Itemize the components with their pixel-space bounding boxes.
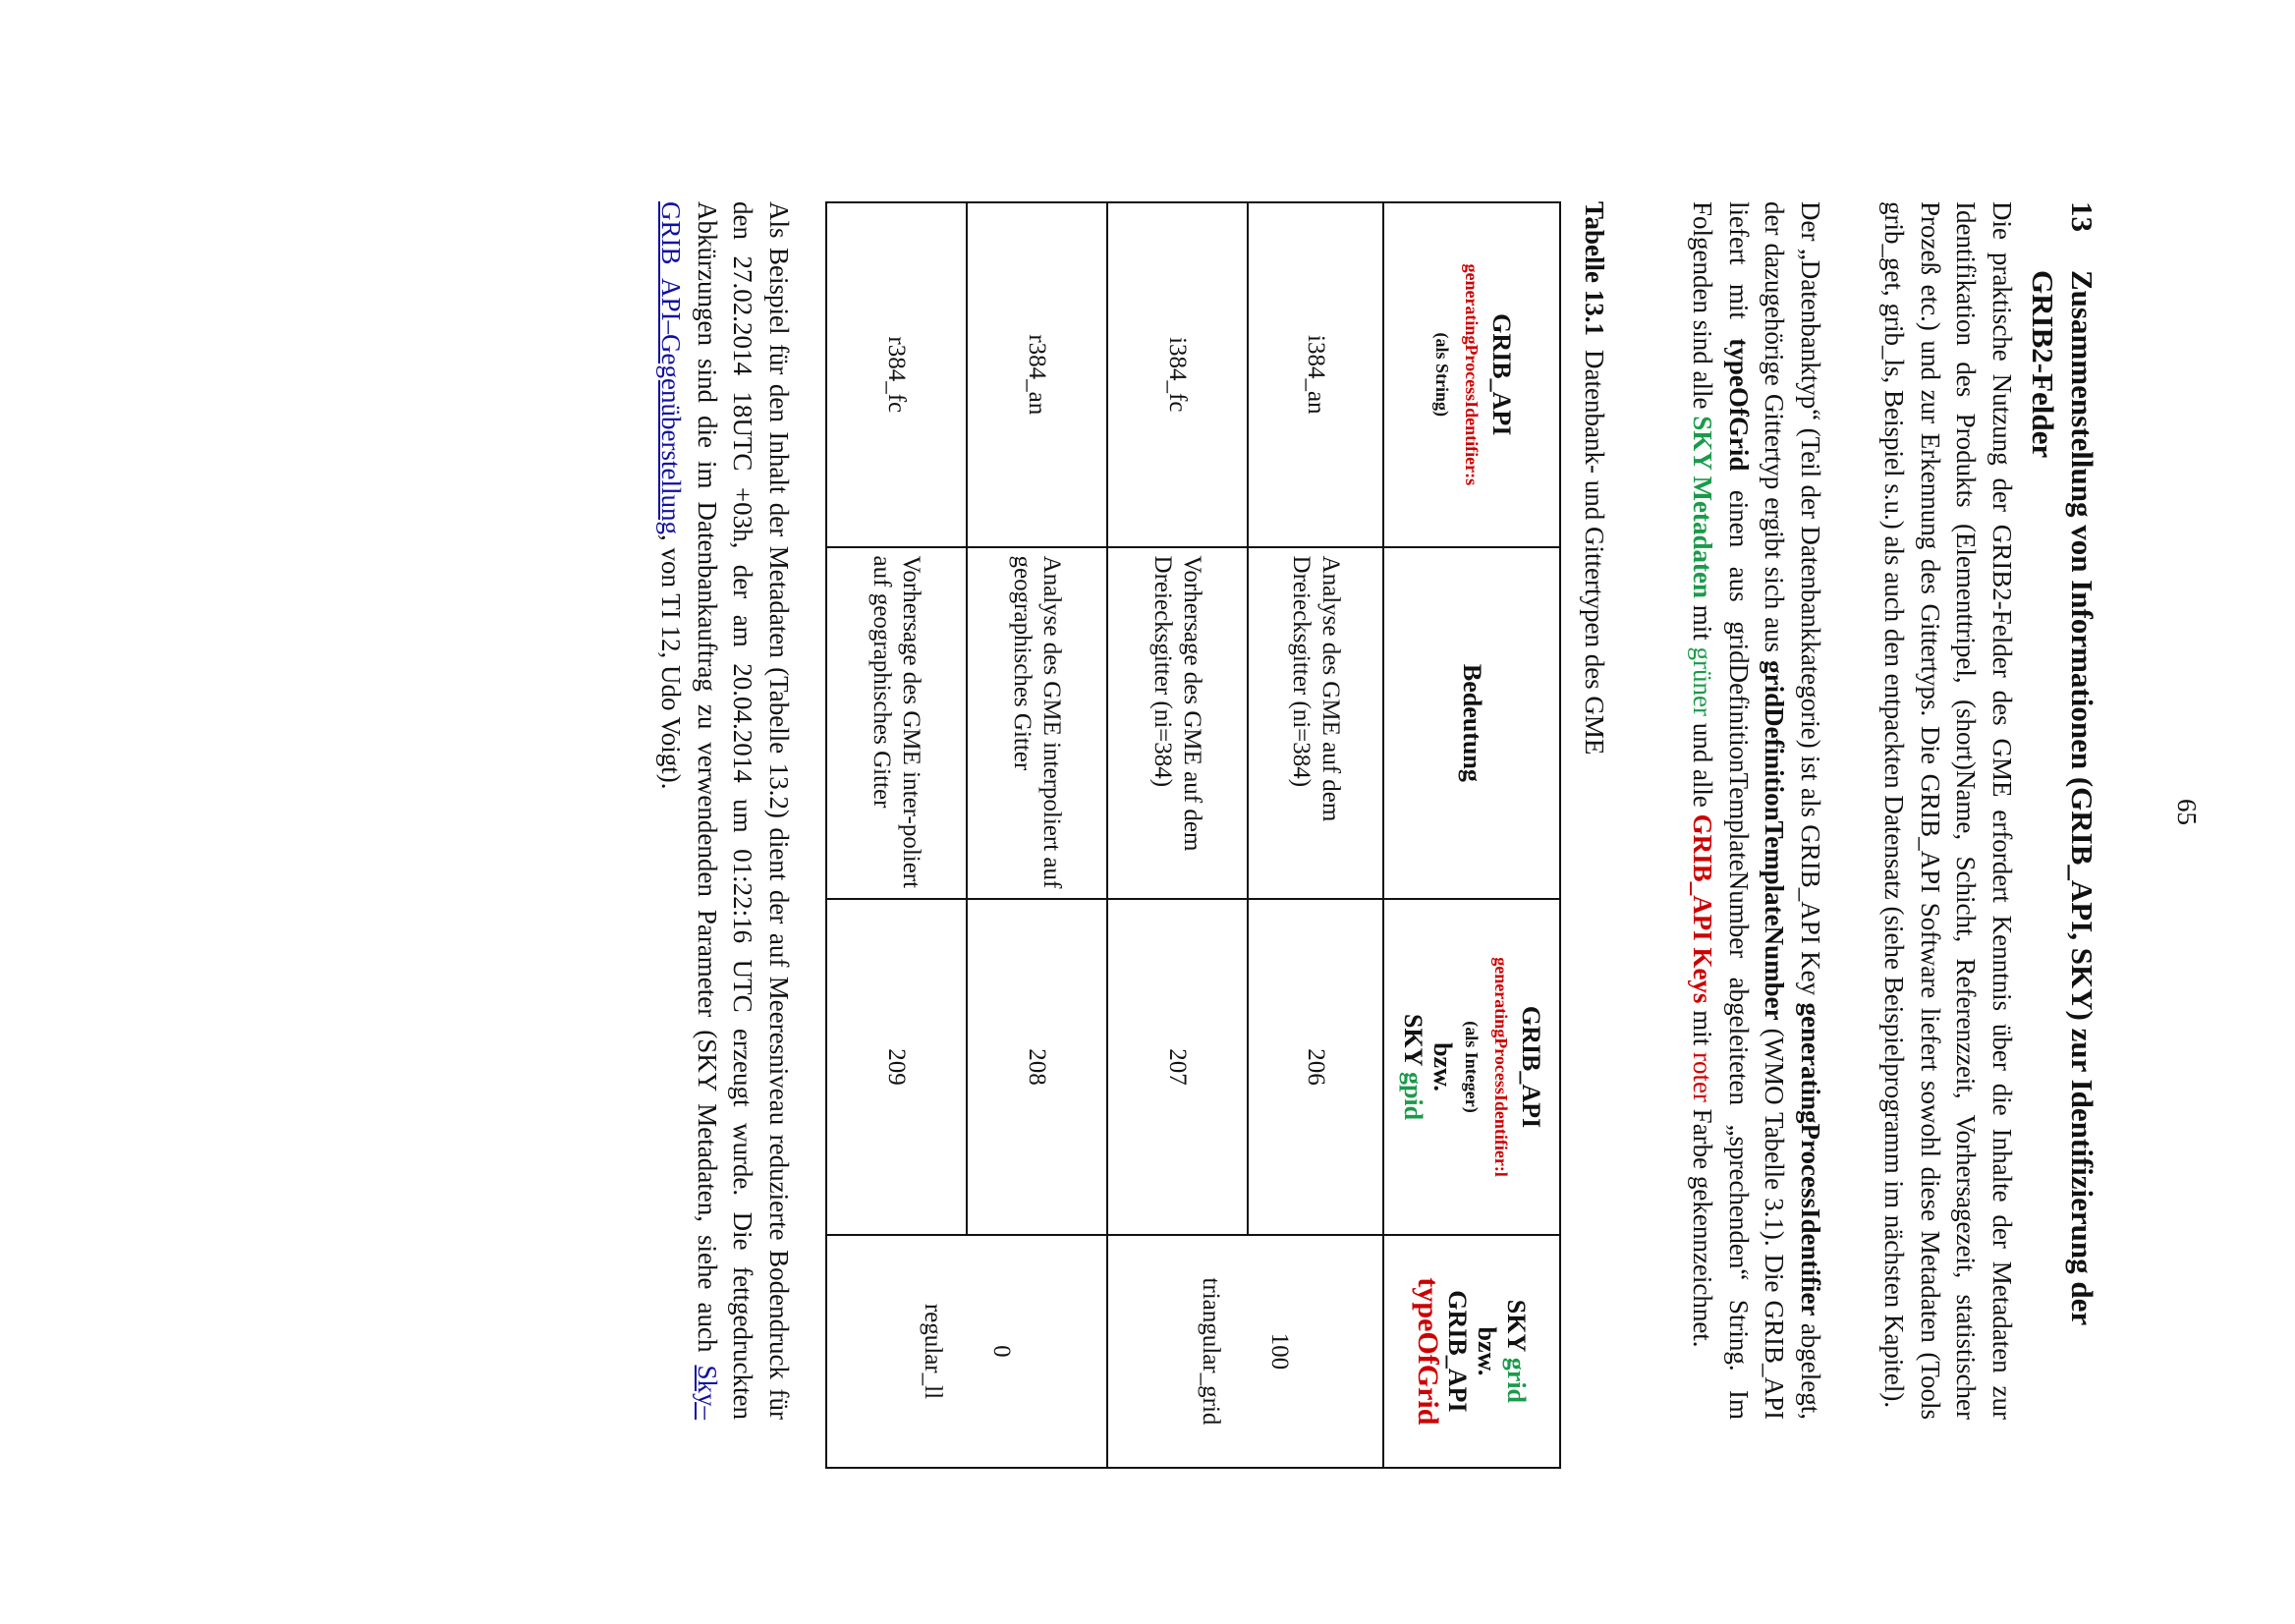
header-title: GRIB_API xyxy=(1517,1005,1545,1129)
sky-metadaten-label: SKY Metadaten xyxy=(1688,416,1718,598)
cell-meaning: Vorhersage des GME inter-poliert auf geographisches Gitter xyxy=(826,547,967,900)
intro-paragraph: Die praktische Nutzung der GRIB2-Felder des GME erfordert Kenntnis über die Inhalte der Metadaten zur Identifikation des Produkts (Elementtripel, (short)Name, Schicht, Referenzzeit, Vorhersagezeit, statistischer Prozeß etc.) und zur Erkennung des Gittertyps. Die GRIB_API Software liefert sowohl diese Metadaten (Tools grib_get, grib_ls, Beispiel s.u.) als auch den entpackten Datensatz (siehe Beispielprogramm im nächsten Kapitel). xyxy=(1879,201,2017,1420)
header-or: bzw. xyxy=(1428,1042,1457,1092)
example-text: Als Beispiel für den Inhalt der Metadaten (Tabelle 13.2) dient der auf Meeresniveau reduzierte Bodendruck für den 27.02.2014 18UTC +03h, der am 20.04.2014 um 01:22:16 UTC erzeugt wurde. Die fettgedruckten Abkürzungen sind die im Datenbankauftrag zu verwendenden Parameter (SKY Metadaten, siehe auch xyxy=(693,201,794,1420)
cell-db-type: r384_fc xyxy=(826,202,967,547)
table-caption xyxy=(1579,201,1609,755)
header-sky: SKY xyxy=(1399,1013,1427,1066)
header-or: bzw. xyxy=(1473,1326,1501,1376)
grib-api-keys-label: GRIB_API Keys xyxy=(1688,813,1718,1004)
table-header-row xyxy=(1383,202,1560,1468)
header-key: generatingProcessIdentifier:s xyxy=(1462,263,1482,486)
cell-meaning: Vorhersage des GME auf dem Dreiecksgitter (ni=384) xyxy=(1107,547,1248,900)
p2-text-2: abgelegt, der dazugehörige Gittertyp ergibt sich aus xyxy=(1760,201,1825,1421)
page-number: 65 xyxy=(2172,799,2202,825)
red-word: roter xyxy=(1688,1051,1718,1102)
keys-paragraph xyxy=(1685,201,1828,1420)
header-title: GRIB_API xyxy=(1487,313,1516,436)
p2-text-5: mit xyxy=(1688,604,1718,641)
table-caption-label: Tabelle 13.1 xyxy=(1580,201,1609,337)
cell-meaning: Analyse des GME interpoliert auf geographisches Gitter xyxy=(967,547,1107,900)
header-title: Bedeutung xyxy=(1458,663,1486,782)
header-key: typeOfGrid xyxy=(1412,1277,1444,1426)
cell-gpid: 206 xyxy=(1248,899,1383,1235)
header-sky-key: gpid xyxy=(1399,1071,1427,1121)
p2-text-7: mit xyxy=(1688,1010,1718,1046)
p2-text-3: (WMO Tabelle 3.1). Die GRIB_API liefert mit xyxy=(1724,201,1790,1421)
header-gpid-integer xyxy=(1383,899,1560,1235)
cell-meaning: Analyse des GME auf dem Dreiecksgitter (ni=384) xyxy=(1248,547,1383,900)
header-gpid-string xyxy=(1383,202,1560,547)
table-row xyxy=(967,202,1107,1468)
cell-gpid: 208 xyxy=(967,899,1107,1235)
green-word: grüner xyxy=(1688,646,1718,716)
cell-gpid: 207 xyxy=(1107,899,1248,1235)
cell-db-type: i384_fc xyxy=(1107,202,1248,547)
example-paragraph xyxy=(653,201,797,1420)
table-caption-text: Datenbank- und Gittertypen des GME xyxy=(1580,350,1609,756)
header-sky-key: grid xyxy=(1502,1357,1531,1404)
section-title: Zusammenstellung von Informationen (GRIB_API, SKY) zur Identifizierung der GRIB2-Felder xyxy=(2026,270,2099,1325)
cell-gpid: 209 xyxy=(826,899,967,1235)
p2-text-1: Der „Datenbanktyp“ (Teil der Datenbankkategorie) ist als GRIB_API Key xyxy=(1796,201,1825,996)
p2-text-8: Farbe gekennzeichnet. xyxy=(1688,1108,1718,1348)
header-grid xyxy=(1383,1235,1560,1468)
cell-grid-code: 0 xyxy=(988,1345,1015,1358)
cell-db-type: i384_an xyxy=(1248,202,1383,547)
header-title: GRIB_API xyxy=(1443,1290,1472,1413)
p2-text-4: einen aus gridDefinitionTemplateNumber abgeleiteten „sprechenden“ String. Im Folgenden sind alle xyxy=(1688,201,1754,1421)
cell-grid-triangular xyxy=(1107,1235,1383,1468)
cell-db-type: r384_an xyxy=(967,202,1107,547)
p2-text-6: und alle xyxy=(1688,722,1718,808)
header-note: (als Integer) xyxy=(1462,1021,1482,1113)
grid-types-table xyxy=(825,201,1561,1469)
cell-grid-regular xyxy=(826,1235,1107,1468)
cell-grid-name: triangular_grid xyxy=(1198,1277,1225,1426)
cell-grid-code: 100 xyxy=(1266,1332,1294,1371)
header-note: (als String) xyxy=(1432,332,1452,418)
header-bedeutung xyxy=(1383,547,1560,900)
cell-grid-name: regular_ll xyxy=(920,1303,946,1400)
example-tail: , von TI 12, Udo Voigt). xyxy=(656,533,687,790)
table-row xyxy=(1248,202,1383,1468)
header-key: generatingProcessIdentifier:l xyxy=(1491,957,1511,1177)
header-sky: SKY xyxy=(1502,1299,1531,1352)
section-number: 13 xyxy=(2065,201,2099,232)
sky-grib-comparison-link[interactable]: Sky–GRIB_API–Gegenüberstellung xyxy=(656,201,722,1420)
key-gridDefinitionTemplateNumber: gridDefinitionTemplateNumber xyxy=(1760,660,1790,1021)
key-typeOfGrid: typeOfGrid xyxy=(1724,338,1754,472)
key-generatingProcessIdentifier: generatingProcessIdentifier xyxy=(1796,1002,1825,1316)
